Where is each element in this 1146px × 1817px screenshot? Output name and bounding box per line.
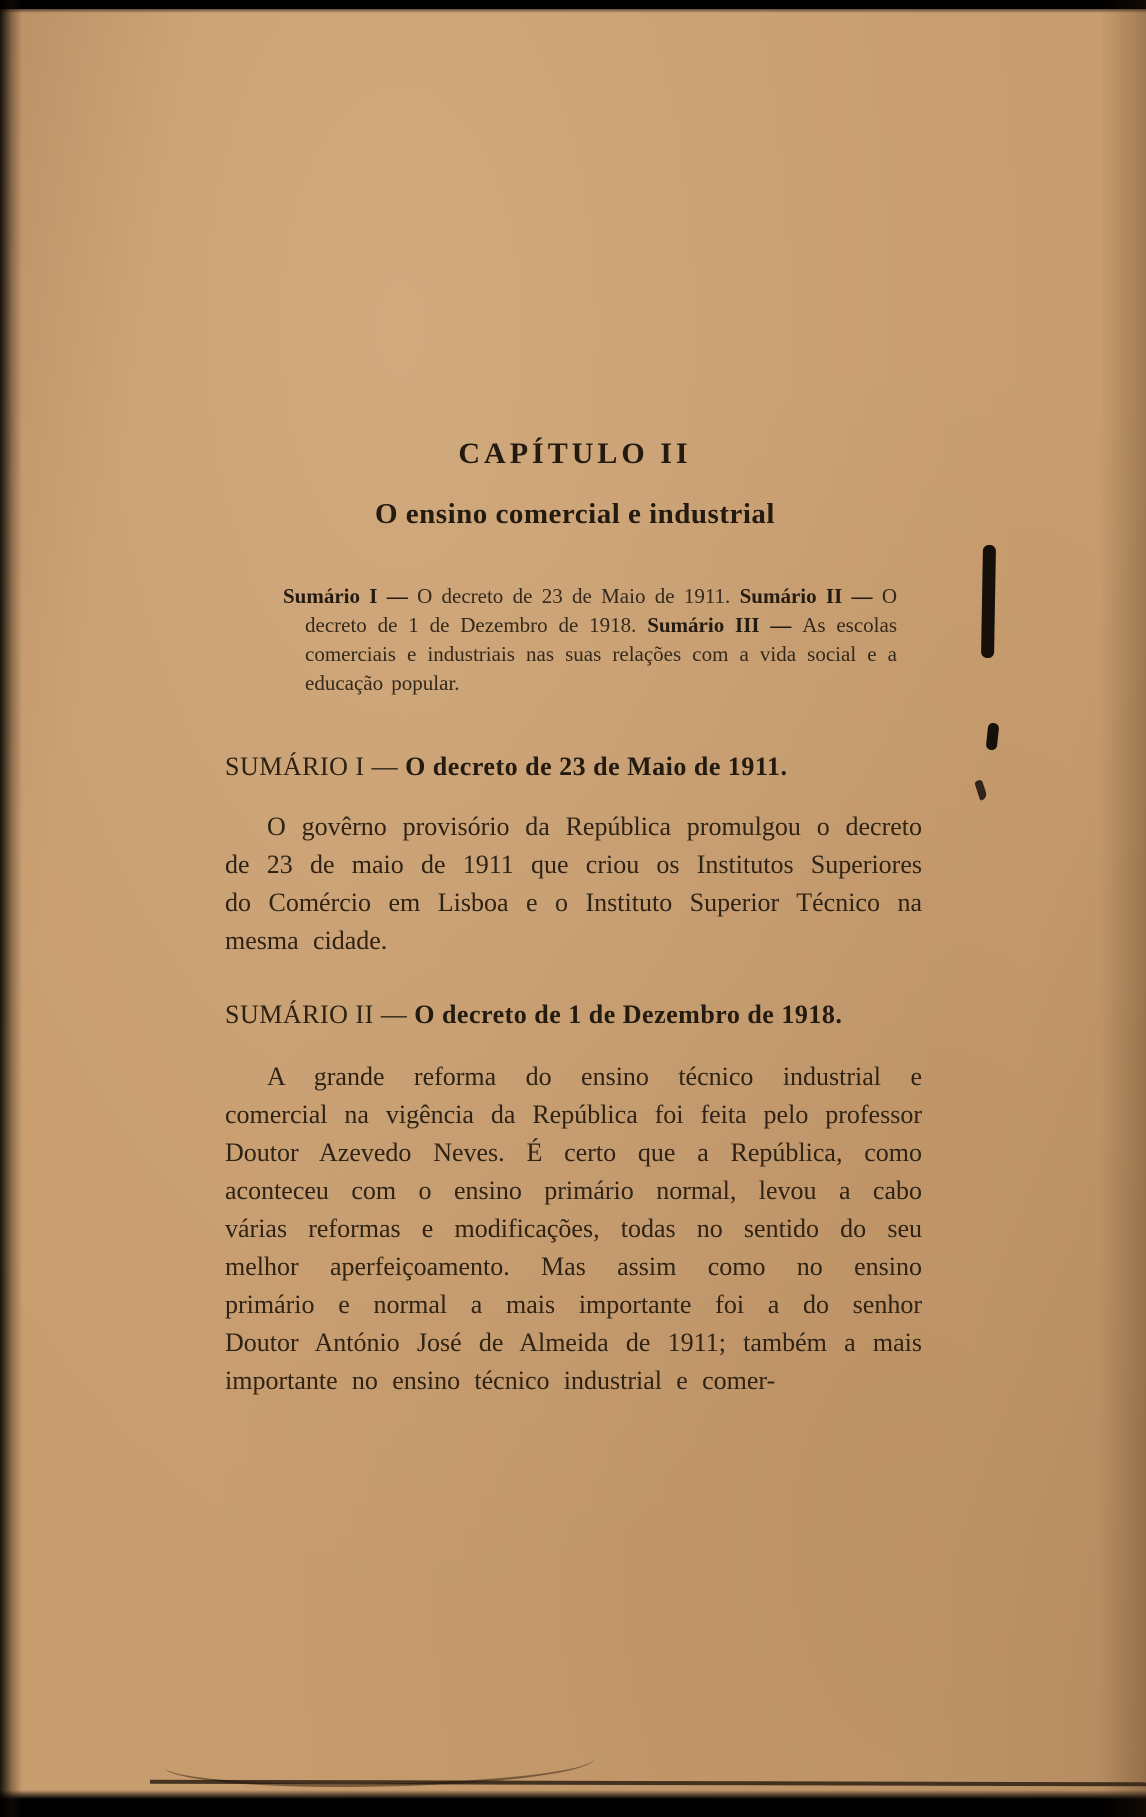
scan-artifact-ink-mark (986, 722, 1000, 750)
section-heading-title: O decreto de 23 de Maio de 1911. (405, 752, 788, 781)
chapter-heading: CAPÍTULO II (458, 437, 692, 470)
section-heading-label: SUMÁRIO II (225, 1000, 374, 1029)
summary-label: Sumário II — (739, 584, 882, 608)
summary-label: Sumário I — (283, 584, 418, 608)
section-heading-dash: — (373, 1000, 415, 1029)
summary-label: Sumário III — (647, 613, 803, 637)
scan-artifact-ink-bar (981, 545, 996, 658)
section-heading-title: O decreto de 1 de Dezembro de 1918. (414, 1000, 843, 1029)
summary-item (283, 584, 740, 608)
section-heading-sumario-1 (225, 752, 945, 782)
scan-artifact-pen-mark (974, 779, 988, 800)
scan-edge-right (1100, 0, 1146, 1817)
scan-edge-left (0, 0, 22, 1817)
section-body-sumario-1: O govêrno provisório da República promulgou o decreto de 23 de maio de 1911 que criou os Institutos Superiores do Comércio em Lisboa e o Instituto Superior Técnico na mesma cidade. (225, 812, 922, 955)
section-heading-dash: — (364, 752, 406, 781)
section-heading-sumario-2 (225, 1000, 945, 1030)
summary-text: As escolas comerciais e industriais nas suas relações com a vida social e a educação popular. (305, 613, 897, 695)
chapter-subtitle: O ensino comercial e industrial (374, 498, 775, 530)
scan-edge-bottom (0, 1790, 1146, 1817)
summary-text: O decreto de 1 de Dezembro de 1918. (305, 584, 898, 637)
section-body-sumario-2: A grande reforma do ensino técnico industrial e comercial na vigência da República foi feita pelo professor Doutor Azevedo Neves. É certo que a República, como aconteceu com o ensino primário normal, levou a cabo várias reformas e modificações, todas no sentido do seu melhor aperfeiçoamento. Mas assim como no ensino primário e normal a mais importante foi a do senhor Doutor António José de Almeida de 1911; também a mais importante no ensino técnico industrial e comer- (225, 1062, 922, 1395)
summary-text: O decreto de 23 de Maio de 1911. (417, 584, 740, 608)
summary-block (283, 582, 897, 698)
section-heading-label: SUMÁRIO I (225, 752, 365, 781)
scan-edge-top (0, 0, 1146, 13)
